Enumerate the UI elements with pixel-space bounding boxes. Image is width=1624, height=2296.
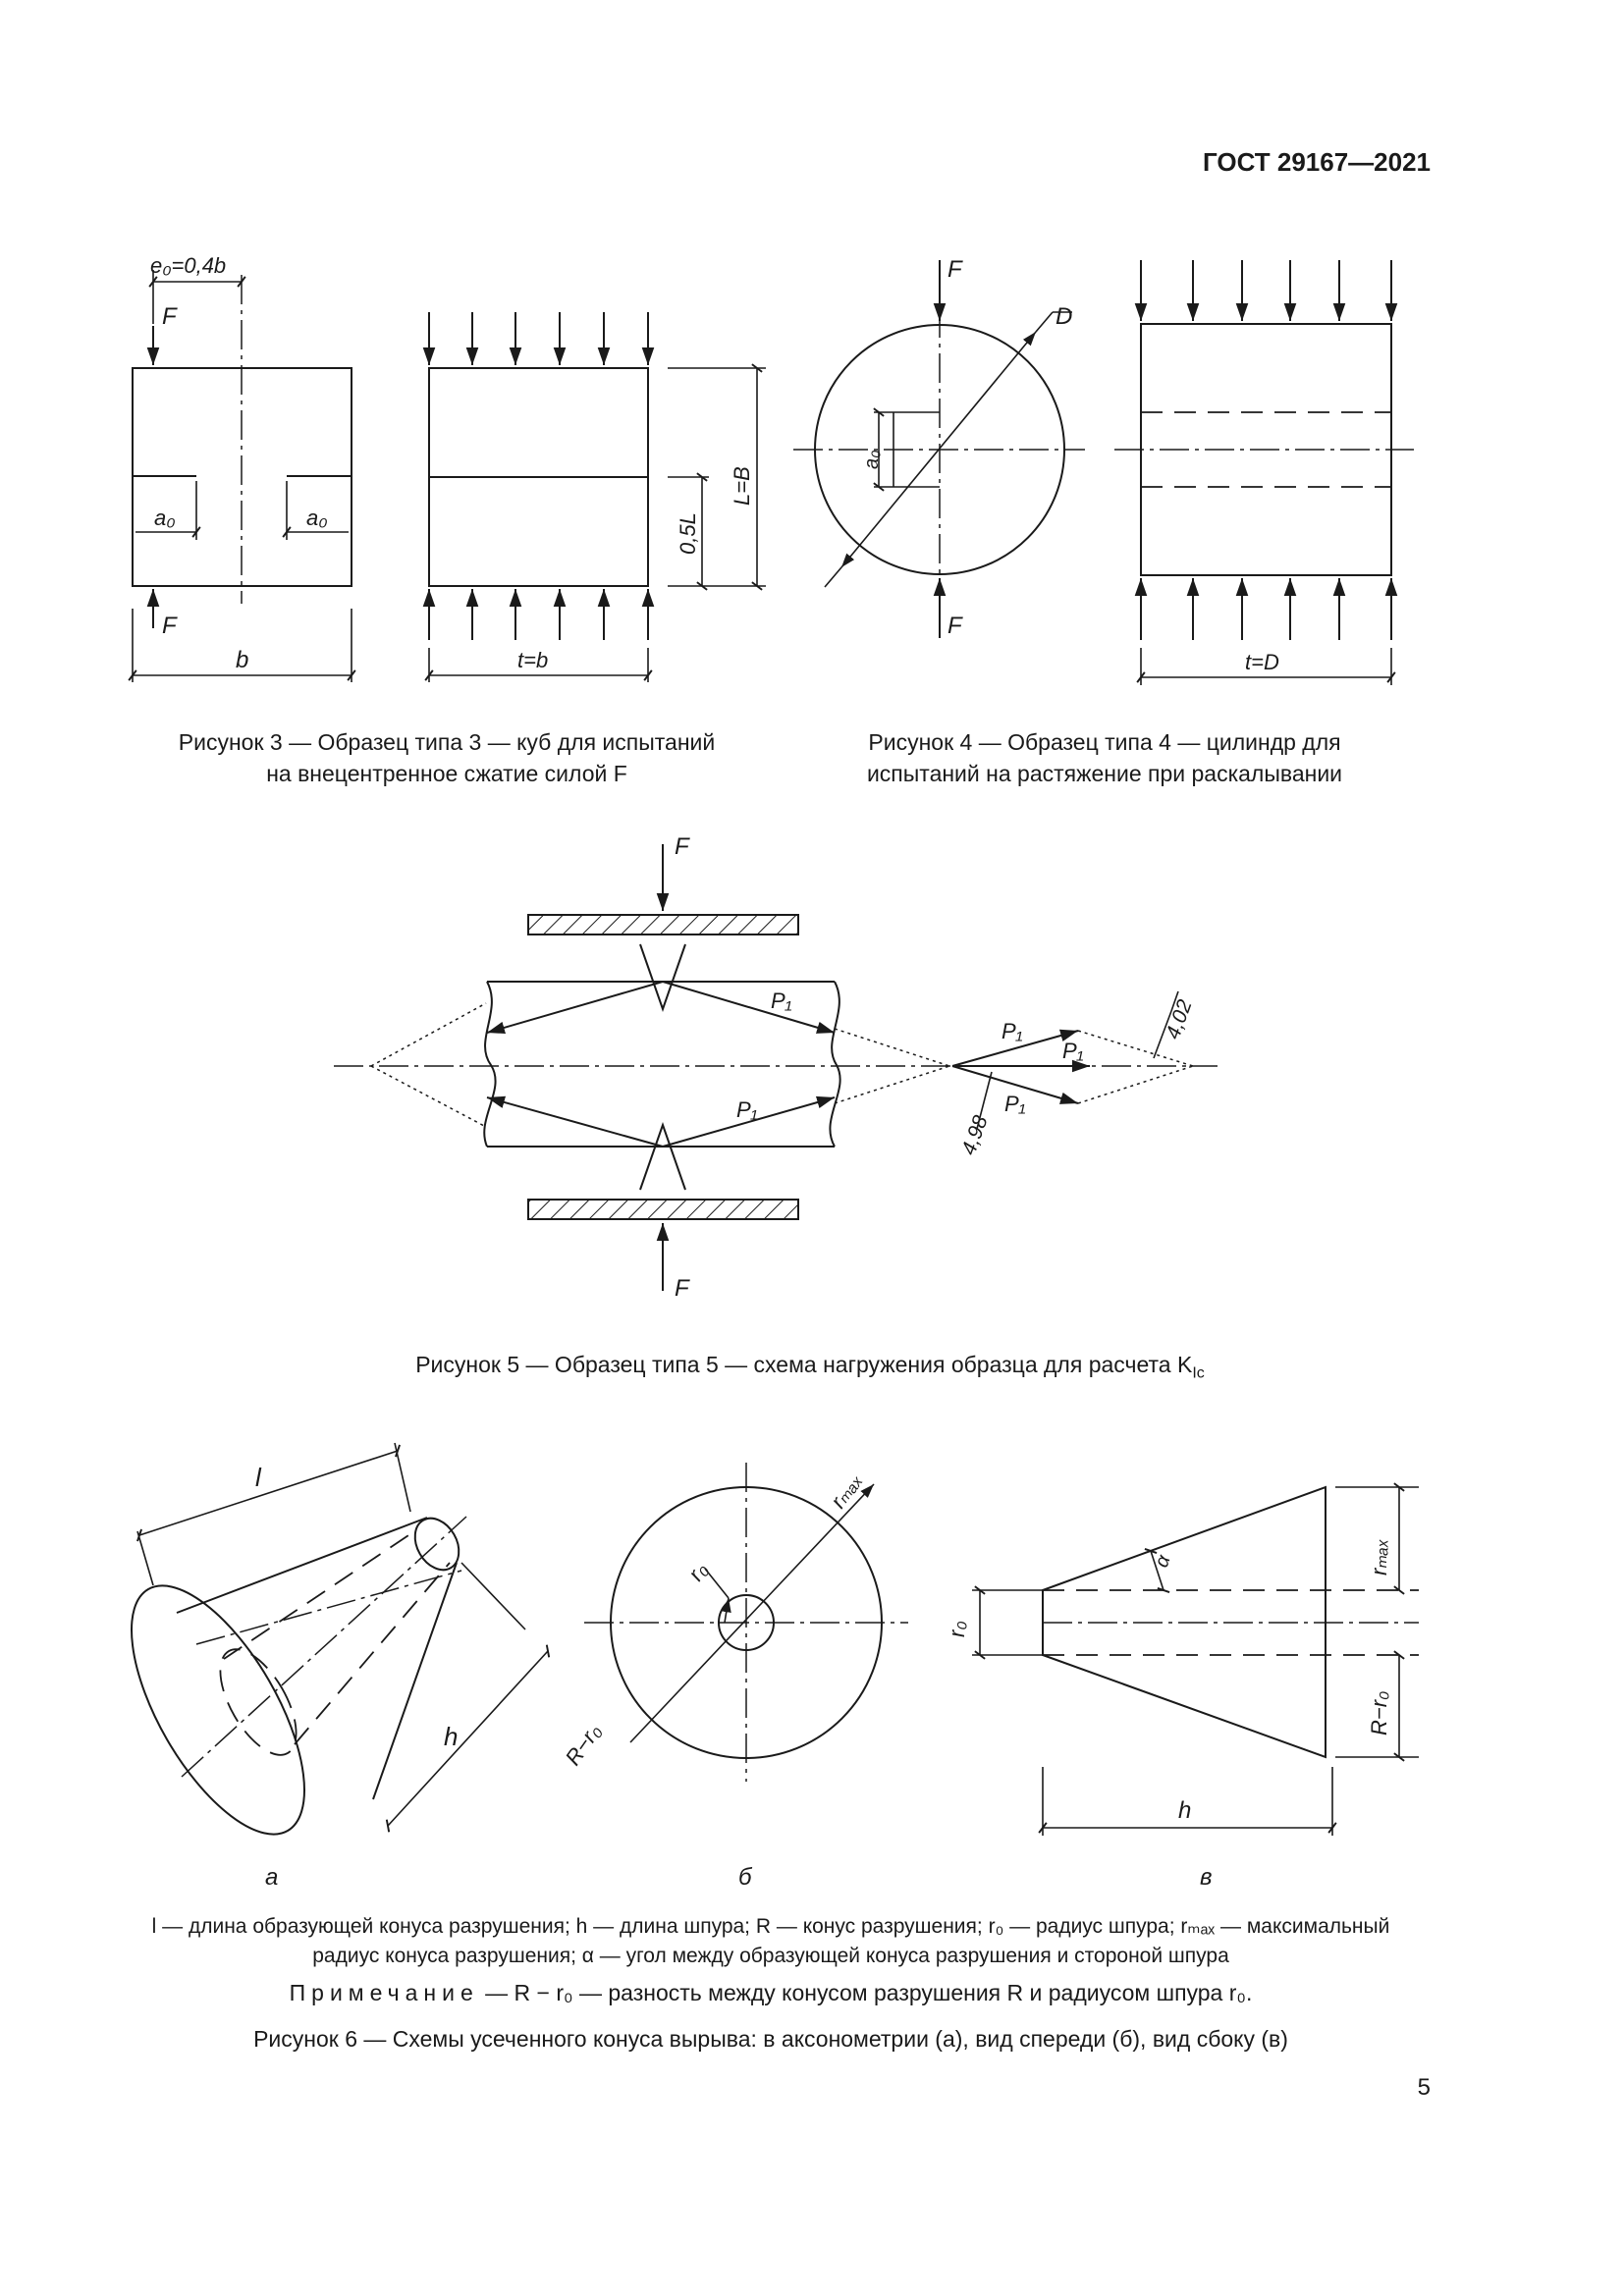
figure5-caption: Рисунок 5 — Образец типа 5 — схема нагружения образца для расчета $K_{Ic}$ (415, 1352, 1205, 1382)
label-f4-top: F (947, 256, 962, 283)
document-header: ГОСТ 29167—2021 (1203, 147, 1431, 177)
label-p1-b: P₁ (736, 1097, 758, 1122)
label-a0-right: a₀ (306, 506, 328, 530)
label-p1-d: P₁ (1062, 1039, 1084, 1063)
distributed-load-f4-top (1141, 260, 1391, 321)
label-force-top: F (162, 303, 177, 330)
label-p1-a: P₁ (771, 988, 792, 1013)
label-rmax-c: rₘₐₓ (1367, 1538, 1391, 1575)
label-a0-left: a₀ (154, 506, 176, 530)
label-b: b (236, 647, 249, 673)
notch-top (640, 944, 685, 1009)
figure6b-drawing (561, 1463, 908, 1891)
figure4-caption: Рисунок 4 — Образец типа 4 — цилиндр для испытаний на растяжение при раскалывании (866, 729, 1343, 786)
distributed-load-f4-bottom (1141, 578, 1391, 640)
label-half-l: 0,5L (676, 512, 700, 555)
label-sub-a: а (265, 1864, 279, 1891)
loading-plate-bottom (528, 1200, 798, 1219)
label-e0: e₀=0,4b (150, 253, 227, 278)
label-a0-f4: a₀ (861, 450, 883, 469)
label-r-r0-b: R−r₀ (560, 1719, 607, 1770)
break-line-left (484, 982, 495, 1147)
label-r0-b: r₀ (682, 1557, 713, 1585)
cone-base-ellipse (97, 1560, 339, 1860)
label-r0-c: r₀ (945, 1621, 969, 1637)
notch-bottom (640, 1125, 685, 1190)
distributed-load-top (429, 312, 648, 365)
figure6-caption: Рисунок 6 — Схемы усеченного конуса вырыва: в аксонометрии (а), вид спереди (б), вид сбоку (в) (253, 2026, 1288, 2052)
page-number: 5 (1417, 2074, 1431, 2101)
loading-plate-top (528, 915, 798, 934)
figure6-note: Примечание — R − r₀ — разность между конусом разрушения R и радиусом шпура r₀. (289, 1980, 1253, 2005)
label-t-d: t=D (1245, 650, 1279, 674)
distributed-load-bottom (429, 589, 648, 640)
label-sub-b: б (738, 1864, 752, 1891)
figure6a-drawing (97, 1443, 548, 1891)
figure6-legend: l — длина образующей конуса разрушения; h — длина шпура; R — конус разрушения; r₀ — радиус шпура; rₘₐₓ — максимальный радиус конуса разрушения; α — угол между образующей конуса разрушения и стороной шпура (151, 1915, 1390, 1967)
label-h-c: h (1178, 1797, 1192, 1824)
label-rmax-b: rₘₐₓ (825, 1468, 867, 1513)
figure6c-drawing (945, 1487, 1419, 1891)
break-line-right (830, 982, 839, 1147)
label-force-bottom: F (162, 613, 177, 639)
label-h: h (444, 1722, 459, 1751)
label-4-02: 4,02 (1162, 996, 1197, 1042)
figure4-drawing (793, 256, 1414, 685)
label-t-b: t=b (517, 648, 549, 672)
label-l-b: L=B (730, 466, 754, 506)
figure5-drawing (334, 833, 1218, 1302)
label-f5-bottom: F (675, 1275, 689, 1302)
label-alpha: α (1151, 1552, 1175, 1571)
label-p1-c: P₁ (1001, 1019, 1023, 1043)
figure3-drawing (133, 253, 766, 682)
label-4-98: 4,98 (957, 1112, 993, 1158)
label-d: D (1056, 303, 1073, 330)
label-r-r0-c: R−r₀ (1367, 1690, 1391, 1735)
label-p1-e: P₁ (1004, 1092, 1026, 1116)
label-f4-bottom: F (947, 613, 962, 639)
label-l: l (255, 1463, 261, 1492)
figure3-caption: Рисунок 3 — Образец типа 3 — куб для испытаний на внецентренное сжатие силой F (178, 729, 716, 786)
label-f5-top: F (675, 833, 689, 860)
label-sub-v: в (1200, 1864, 1213, 1891)
